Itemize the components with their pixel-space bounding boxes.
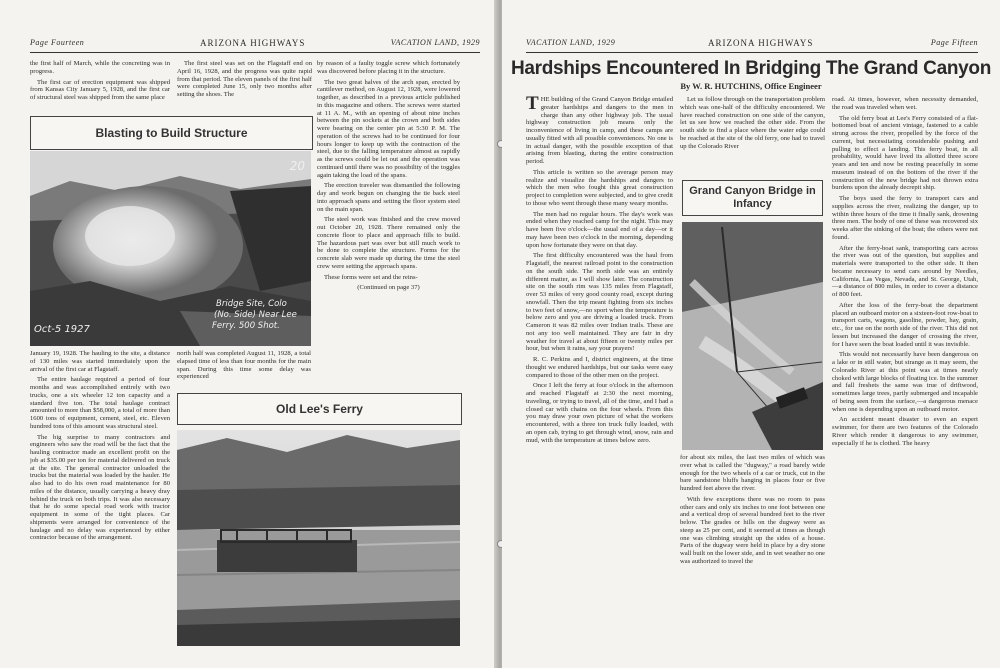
drop-cap: T (526, 96, 539, 114)
right-page-number: Page Fifteen (930, 38, 978, 47)
left-col2-top: The first steel was set on the Flagstaff end on April 16, 1928, and the progress was quite rapid from that period. The eleven panels of the first half were completed June 15, only two months after setting the shoes. The (177, 60, 312, 98)
left-col1-bottom: January 19, 1928. The hauling to the site, a distance of 130 miles was started immediately upon the arrival of the first car at Flagstaff. The entire haulage required a period of four months and was accomplished entirely with two trucks, one a six wheeler 12 ton capacity and a standard five ton. The total haulage contract amounted to more than $58,000, a total of more than 1600 tons of equipment, cement, steel, etc. Eleven hundred tons of this amount was structural steel. The big surprise to many contractors and engineers who saw the road will be the fact that the hauling contractor made an excellent profit on the job at $35.00 per ton for material delivered on truck at the site. The general contractor unloaded the trucks but the material was loaded by the hauler. He also had to do his own road maintenance for 80 miles of the distance, usually carrying a heavy dray behind the truck on both trips. It was also necessary that he do some special road work with tractor equipment in some of the tight places. Car shipments were arranged for convenience of the haulage and no delay was experienced by either contractor because of the arrangement. (30, 350, 170, 542)
right-section-title: VACATION LAND, 1929 (526, 38, 616, 47)
left-section-title: VACATION LAND, 1929 (390, 38, 480, 47)
old-lees-ferry-photo (177, 430, 460, 646)
right-magazine-title: ARIZONA HIGHWAYS (708, 38, 814, 48)
left-col1-top: the first half of March, while the concreting was in progress. The first car of erection equipment was shipped from Kansas City January 5, 1928, and the first car of structural steel was shipped from the same place (30, 60, 170, 101)
right-page (502, 0, 1000, 668)
left-col3: by reason of a faulty toggle screw which fortunately was discovered before placing it in the structure. The two great halves of the arch span, erected by cantilever method, on August 12, 1928, were lowered together, as described in a previous article published in this magazine and others. The screws were started at 11 A. M., with an opening of about nine inches between the pin sockets at the crown and both sides were bearing on the center pin at 5:30 P. M. The operation of the screws had to be continued for four hours longer to keep up with the contraction of the steel, due to the falling temperature almost as rapidly as the screws could be let out and the operation was continued until there was no possibility of the toggles again taking the load of the spans. The erection traveler was dismantled the following day and work begun on changing the tie back steel into approach spans and setting the floor system steel on the main span. The steel work was finished and the crew moved out October 20, 1928. There remained only the concrete floor to place and approach fills to build. The hazardous part was over but still much work to be done to complete the structure. Forms for the concrete slab were made up during the time the steel crew were setting the approach spans. These forms were set and the reins- (Continued on page 37) (317, 60, 460, 292)
photo-date: Oct-5 1927 (34, 324, 90, 335)
article-title: Hardships Encountered In Bridging The Grand Canyon (510, 58, 992, 79)
article-byline: By W. R. HUTCHINS, Office Engineer (680, 81, 822, 91)
photo-caption-line-b: (No. Side) Near Lee (214, 310, 297, 320)
right-col2-top: Let us follow through on the transportation problem which was one-half of the difficulty encountered. We have reached construction on one side of the canyon, let us see how we reached the other side. From the south side to find a place where the water edge could be reached at the site of the old ferry, one had to travel up the Colorado River (680, 96, 825, 150)
right-running-head (526, 38, 978, 50)
ferry-photo-image (177, 430, 460, 646)
photo-caption-line-a: Bridge Site, Colo (216, 299, 287, 309)
right-col1: THE building of the Grand Canyon Bridge entailed greater hardships and dangers to the men in charge than any other highway job. The usual highway construction job means only the inconvenience of living in camp, and these camps are usually fitted with all possible conveniences. No one is in actual danger, with the possible exception of that arising from blasting, during the entire construction period. This article is written so the average person may realize and visualize the hardships and dangers to which the men who fought this great construction project to completion were subjected, and to give credit to those who went through these many weary months. The men had no regular hours. The day's work was ended when they reached camp for the night. This may have been five o'clock—the usual end of a day—or it may have been two o'clock in the morning, depending upon how fortunate they were on that day. The first difficulty encountered was the haul from Flagstaff, the nearest railroad point to the construction on the south side. The north side was an entirely different matter, as I will show later. The construction site on the south rim was 135 miles from Flagstaff, over 53 miles of very good county road, except during snowfall. Then the trip meant fighting from six inches to two feet of snow,—no sport when the temperature is below zero and you are driving a loaded truck. From Cameron it was 82 miles over Indian trails. These are not any too well maintained. They are fair in dry weather for travel at about fifteen or twenty miles per hour, but when it rains, say your prayers! R. C. Perkins and I, district engineers, at the time thought we endured hardships, but our tasks were easy compared to those of the other men on the project. Once I left the ferry at four o'clock in the afternoon and reached Flagstaff at 2:30 the next morning, traveling, or trying to travel, all of the time, and I had a closed car with chains on the four wheels. From this you may draw your own picture of what the workers encountered, with a three ton truck fully loaded, with an open cab, trying to get through wind, snow, rain and mud, with the temperature at times below zero. (526, 96, 673, 444)
continued-note: (Continued on page 37) (357, 284, 420, 292)
right-col2-bottom: for about six miles, the last two miles of which was over what is called the "dugway," a road barely wide enough for the two wheels of a car or truck, cut in the bare sandstone bluffs hanging in places four or five hundred feet above the river. With few exceptions there was no room to pass other cars and only six inches to one foot between one and a vertical drop of several hundred feet to the river below. The grades or hills on the dugway were as steep as 25 per cent, and it seemed at times as though one was climbing straight up the sides of a house. Parts of the dugway were held in place by a dry stone wall built on the lower side, and in wet weather no one was authorized to travel the (680, 454, 825, 565)
right-header-rule (526, 52, 978, 53)
photo-number: 20 (289, 159, 305, 173)
left-running-head (30, 38, 480, 50)
left-header-rule (30, 52, 480, 53)
right-col3: road. At times, however, when necessity demanded, the road was traveled when wet. The old ferry boat at Lee's Ferry consisted of a flat-bottomed boat of ancient vintage, fastened to a cable strung across the river, propelled by the force of the current, but necessitating considerable pushing and pulling to effect a landing. This ferry boat, in all probability, would have lived its allotted three score years and ten and now be resting peacefully in some museum instead of on the bottom of the river if the construction of the new bridge had not thrown extra burdens upon the already decrepit ship. The boys used the ferry to transport cars and supplies across the river, realizing the danger, up to within three hours of the time it finally sank, drowning three men. The body of one of these was recovered six weeks after the sinking of the boat; the others were not found. After the ferry-boat sank, transporting cars across the river was out of the question, but supplies and materials were transported to the other side. It then became necessary to send cars around by Needles, California, Las Vegas, Nevada, and St. George, Utah,—a distance of 800 miles, in order to cover a distance of 800 feet. After the loss of the ferry-boat the department placed an outboard motor on a sixteen-foot row-boat to transport carts, wagons, gasoline, powder, hay, grain, etc., for use on the north side of the river. This did not lessen but increased the danger of crossing the river, for I have seen the boat loaded until it was invisible. This would not necessarily have been dangerous on a lake or in still water, but strange as it may seem, the Colorado River at this point was at times nearly choked with large blocks of floating ice. In the summer and fall freshets the same was true of driftwood, sometimes large trees, partly submerged and incapable of being seen from the surface,—a dangerous menace when one is depending upon an outboard motor. An accident meant disaster to even an expert swimmer, for there are two features of the Colorado River which render it dangerous to any swimmer, especially if he is clothed. The heavy (832, 96, 978, 447)
left-page (0, 0, 498, 668)
bridge-infancy-photo (682, 222, 823, 450)
left-page-number: Page Fourteen (30, 38, 85, 47)
blasting-headline-box: Blasting to Build Structure (30, 116, 313, 150)
infancy-photo-image (682, 222, 823, 450)
left-col2-mid: north half was completed August 11, 1928, a total elapsed time of less than four months for the main span. During this time some delay was experienced (177, 350, 311, 381)
infancy-headline-box: Grand Canyon Bridge in Infancy (682, 180, 823, 216)
bridge-site-blast-photo (30, 151, 311, 346)
photo-caption-line-c: Ferry. 500 Shot. (212, 321, 280, 331)
left-magazine-title: ARIZONA HIGHWAYS (200, 38, 306, 48)
lees-ferry-headline-box: Old Lee's Ferry (177, 393, 462, 425)
